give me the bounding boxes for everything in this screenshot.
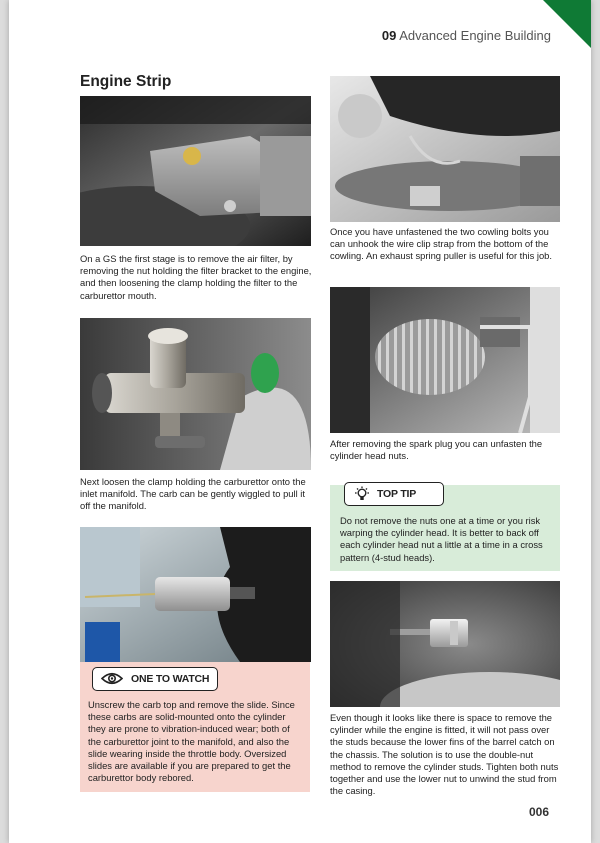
chapter-header bbox=[382, 28, 551, 43]
top-tip-box bbox=[330, 485, 560, 571]
caption-carb-clamp: Next loosen the clamp holding the carburettor onto the inlet manifold. The carb can be gently wiggled to pull it off the manifold. bbox=[80, 476, 306, 512]
photo-studs bbox=[330, 581, 560, 707]
photo-spark-plug bbox=[330, 287, 560, 433]
top-tip-text: Do not remove the nuts one at a time or you risk warping the cylinder head. It is better to back off each cylinder head nut a little at a time in a cross pattern (4-stud heads). bbox=[340, 515, 543, 563]
eye-icon bbox=[101, 672, 123, 685]
one-to-watch-box bbox=[80, 662, 310, 792]
caption-studs: Even though it looks like there is space to remove the cylinder while the engine is fitted, it will not pass over the studs because the lower fins of the barrel catch on the chassis. The solution is to use the double-nut method to remove the cylinder studs. Tighten both nuts together and use the lower nut to unwind the stud from the casing. bbox=[330, 712, 559, 797]
one-to-watch-text: Unscrew the carb top and remove the slide. Since these carbs are solid-mounted onto the cylinder they are prone to vibration-induced wear; both of the carburettor joint to the manifold, and also the slide wearing inside the throttle body. Oversized slides are available if you are prepared to get the carburettor body rebored. bbox=[88, 699, 295, 784]
caption-spark-plug: After removing the spark plug you can unfasten the cylinder head nuts. bbox=[330, 438, 543, 462]
top-tip-header bbox=[344, 482, 444, 506]
one-to-watch-label: ONE TO WATCH bbox=[131, 673, 210, 685]
chapter-number: 09 bbox=[381, 28, 397, 43]
magazine-page bbox=[9, 0, 591, 843]
caption-cowling: Once you have unfastened the two cowling bolts you can unhook the wire clip strap from the bottom of the cowling. An exhaust spring puller is useful for this job. bbox=[330, 226, 552, 262]
lightbulb-icon bbox=[352, 486, 372, 502]
one-to-watch-header bbox=[92, 667, 218, 691]
page-number: 006 bbox=[528, 805, 549, 819]
photo-carb-clamp bbox=[80, 318, 311, 470]
caption-air-filter: On a GS the first stage is to remove the air filter, by removing the nut holding the filter bracket to the engine, and then loosening the clamp holding the filter to the carburettor mouth. bbox=[80, 253, 312, 301]
photo-carb-slide bbox=[80, 527, 311, 662]
top-tip-label: TOP TIP bbox=[377, 488, 417, 500]
section-title: Engine Strip bbox=[80, 73, 172, 90]
photo-air-filter bbox=[80, 96, 311, 246]
photo-cowling bbox=[330, 76, 560, 222]
chapter-title: Advanced Engine Building bbox=[399, 28, 551, 43]
